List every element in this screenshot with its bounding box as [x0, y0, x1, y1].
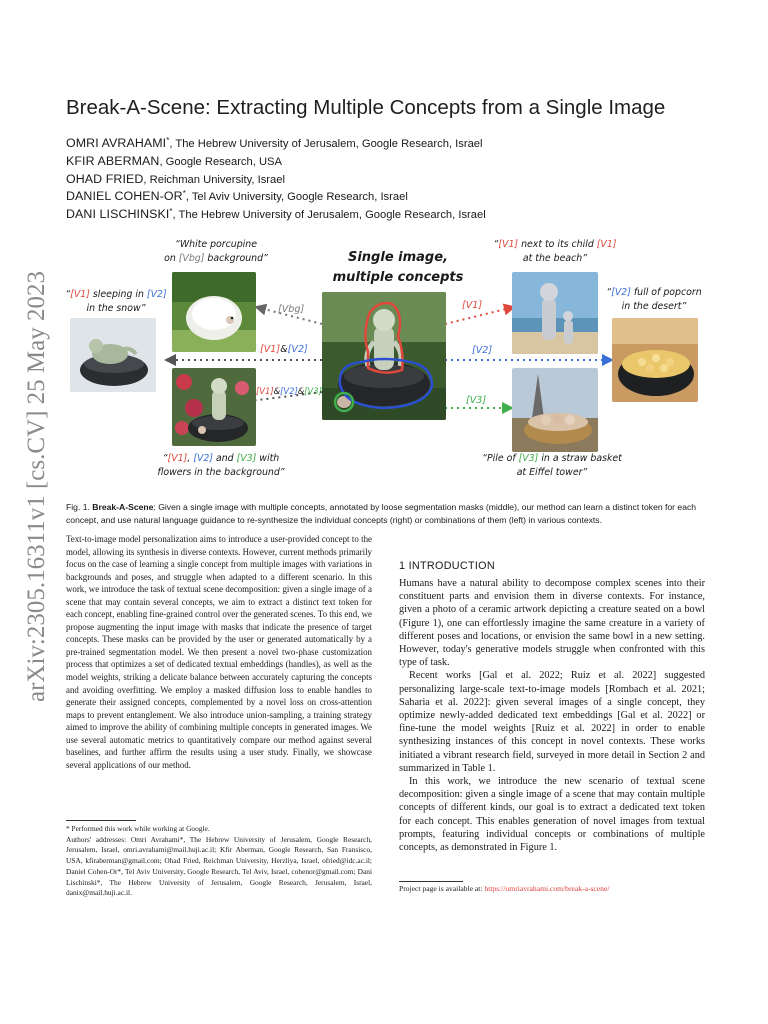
caption-text: in a straw basket: [538, 453, 622, 464]
arrow-label-v2: [V2]: [472, 345, 493, 356]
abstract-text: Text-to-image model personalization aims to introduce a user-provided concept to the model, allowing its synthesis in diverse contexts. However, current methods primarily focus on the case of learning a single concept from multiple images with variations in backgrounds and poses, and struggle when adapted to a different scenario. In this work, we introduce the task of textual scene decomposition: given a single image of a scene that may contain several concepts, we aim to extract a distinct text token for each concept, enabling fine-grained control over the generated scenes. To this end, we propose augmenting the input image with masks that indicate the presence of target concepts. These masks can be provided by the user or generated automatically by a pre-trained segmentation model. We then present a novel two-phase customization process that optimizes a set of dedicated textual embeddings (handles), as well as the model weights, striking a delicate balance between accurately capturing the concepts and avoiding overfitting. We employ a masked diffusion loss to enable handles to generate their assigned concepts, complemented by a novel loss on cross-attention maps to prevent entanglement. We also introduce union-sampling, a training strategy aimed to improve the ability of combining multiple concepts in generated images. We use several automatic metrics to quantitatively compare our method against several baselines, and further affirm the results using a user study. Finally, we showcase several applications of our method.: [66, 534, 372, 770]
token-v3: [V3]: [518, 453, 539, 464]
introduction-text: [399, 577, 705, 854]
caption-basket: [472, 452, 632, 480]
caption-text: sleeping in: [89, 289, 147, 300]
center-label-line: Single image,: [347, 250, 448, 265]
author-footnote-mark: *: [166, 136, 170, 145]
caption-line: [488, 238, 622, 252]
author-name: OHAD FRIED: [66, 171, 144, 186]
center-label-line: multiple concepts: [332, 270, 464, 285]
author-name: DANIEL COHEN-OR: [66, 189, 183, 204]
author-affiliation: , The Hebrew University of Jerusalem, Google Research, Israel: [169, 138, 483, 150]
beach-image: [512, 272, 598, 354]
caption-line: [156, 252, 276, 266]
token-v2: [V2]: [146, 289, 167, 300]
ampersand: &: [280, 344, 288, 355]
caption-flowers: [146, 452, 296, 480]
figure-caption: [66, 501, 712, 527]
footnote: Authors' addresses: Omri Avrahami*, The Hebrew University of Jerusalem, Google Research, Jerusalem, Israel, omri.avrahami@mail.huji.ac.il; Kfir Aberman, Google Research, San Fransisco, USA, kfiraberman@gmail.com; Ohad Fried, Reichman University, Herzliya, Israel, ofried@idc.ac.il; Daniel Cohen-Or*, Tel Aviv University, Google Research, Tel Aviv, Israel, cohenor@gmail.com; Dani Lischinski*, The Hebrew University of Jerusalem, Google Research, Jerusalem, Israel, danix@mail.huji.ac.il.: [66, 834, 372, 898]
caption-porcupine: [156, 238, 276, 266]
arrow-label-v1: [V1]: [462, 300, 483, 311]
caption-line: in the snow”: [86, 303, 146, 314]
token-v1: [V1]: [260, 344, 281, 355]
arxiv-identifier: arXiv:2305.16311v1 [cs.CV] 25 May 2023: [23, 271, 50, 702]
caption-text: next to its child: [518, 239, 597, 250]
porcupine-image: [172, 272, 256, 352]
token-v1: [V1]: [498, 239, 519, 250]
author-line: [66, 154, 726, 172]
author-line: [66, 136, 726, 154]
caption-line: [64, 288, 168, 302]
figure-caption-name: Break-A-Scene: [92, 502, 154, 512]
caption-text: background”: [204, 253, 268, 264]
caption-popcorn: [604, 286, 704, 314]
paragraph: Humans have a natural ability to decompose complex scenes into their constituent parts and envision them in diverse contexts. For instance, given a photo of a ceramic artwork depicting a creature seated on a bowl (Figure 1), one can effortlessly imagine the same creature in a variety of different poses and locations, or envision the same bowl in a new setting. However, today's generative models struggle when confronted with this type of task.: [399, 578, 705, 669]
token-v1: [V1]: [596, 239, 617, 250]
arrow-label-v3: [V3]: [466, 395, 487, 406]
author-line: [66, 189, 726, 207]
section-heading: 1 INTRODUCTION: [399, 560, 495, 572]
caption-line: [604, 286, 704, 300]
author-affiliation: , Google Research, USA: [159, 155, 282, 168]
token-v2: [V2]: [280, 386, 298, 396]
popcorn-image: [612, 318, 698, 402]
caption-line: “White porcupine: [175, 239, 257, 250]
figure-caption-label: Fig. 1.: [66, 502, 90, 512]
caption-text: full of popcorn: [630, 287, 702, 298]
caption-text: “: [493, 239, 499, 250]
author-footnote-mark: *: [169, 207, 173, 217]
project-page-prefix: Project page is available at:: [399, 884, 485, 893]
caption-line: flowers in the background”: [157, 467, 285, 478]
author-affiliation: , Tel Aviv University, Google Research, Israel: [185, 191, 408, 204]
token-v2: [V2]: [611, 287, 631, 298]
token-v2: [V2]: [287, 344, 308, 355]
caption-text: with: [256, 453, 280, 464]
token-v1: [V1]: [70, 289, 90, 300]
caption-text: “: [606, 287, 612, 298]
project-page-note: [399, 884, 705, 893]
caption-sleeping: [64, 288, 168, 316]
arrow-label-vbg: [Vbg]: [278, 304, 305, 315]
caption-line: at Eiffel tower”: [516, 467, 588, 478]
center-label: [328, 248, 468, 288]
caption-line: [472, 452, 632, 466]
figure-caption-text: : Given a single image with multiple concepts, annotated by loose segmentation masks (middle), our method can learn a distinct token for each concept, and use natural language guidance to re-synthesize the individual concepts (right) or combinations of them (left) in various contexts.: [66, 502, 697, 526]
abstract: [66, 533, 372, 771]
caption-line: [146, 452, 296, 466]
caption-text: “Pile of: [482, 453, 519, 464]
caption-text: “: [162, 453, 168, 464]
author-line: [66, 207, 726, 225]
author-list: [66, 136, 726, 225]
snow-bowl-image: [70, 318, 156, 392]
arrow-label-v1-v2: [260, 344, 308, 355]
author-footnote-mark: *: [182, 189, 186, 199]
paragraph: In this work, we introduce the new scenario of textual scene decomposition: given a single image of a scene that may contain multiple concepts of different kinds, our goal is to extract a dedicated text token for each concept. This enables generation of novel images from textual prompts, featuring individual concepts or combinations of multiple concepts, as demonstrated in Figure 1.: [399, 776, 705, 854]
caption-line: at the beach”: [522, 253, 588, 264]
caption-text: “: [65, 289, 71, 300]
basket-image: [512, 368, 598, 452]
footnote-rule: [66, 820, 136, 821]
ampersand: &: [297, 386, 305, 396]
token-v3: [V3]: [304, 386, 322, 396]
footnote-rule: [399, 881, 463, 882]
author-name: OMRI AVRAHAMI: [66, 136, 167, 150]
caption-text: and: [213, 453, 237, 464]
ampersand: &: [273, 386, 281, 396]
token-v2: [V2]: [193, 453, 214, 464]
paper-title: Break-A-Scene: Extracting Multiple Concepts from a Single Image: [66, 96, 666, 119]
token-v1: [V1]: [167, 453, 188, 464]
caption-line: in the desert”: [621, 301, 687, 312]
author-affiliation: , The Hebrew University of Jerusalem, Google Research, Israel: [172, 209, 486, 222]
caption-text: on: [164, 253, 179, 264]
project-page-link[interactable]: https://omriavrahami.com/break-a-scene/: [484, 884, 610, 893]
caption-text: ,: [187, 453, 194, 464]
teaser-figure: [60, 232, 708, 494]
author-affiliation: , Reichman University, Israel: [143, 173, 285, 186]
arrow-label-all: [256, 386, 322, 396]
footnote: * Performed this work while working at Google.: [66, 824, 210, 833]
token-v3: [V3]: [236, 453, 257, 464]
input-image: [322, 292, 446, 420]
author-name: KFIR ABERMAN: [66, 153, 160, 168]
author-name: DANI LISCHINSKI: [66, 207, 170, 222]
caption-child: [488, 238, 622, 266]
token-vbg: [Vbg]: [178, 253, 205, 264]
author-line: [66, 172, 726, 190]
footnotes: [66, 824, 372, 899]
token-v1: [V1]: [256, 386, 274, 396]
flowers-image: [172, 368, 256, 446]
paragraph: Recent works [Gal et al. 2022; Ruiz et al. 2022] suggested personalizing large-scale text-to-image models [Rombach et al. 2021; Saharia et al. 2022]: given several images of a single concept, they optimize newly-added dedicated text embeddings [Gal et al. 2022] or fine-tune the model weights [Ruiz et al. 2022] in order to enable synthesizing instances of this concept in novel contexts. These works initiated a vibrant research field, surveyed in more detail in Section 2 and summarized in Table 1.: [399, 670, 705, 774]
